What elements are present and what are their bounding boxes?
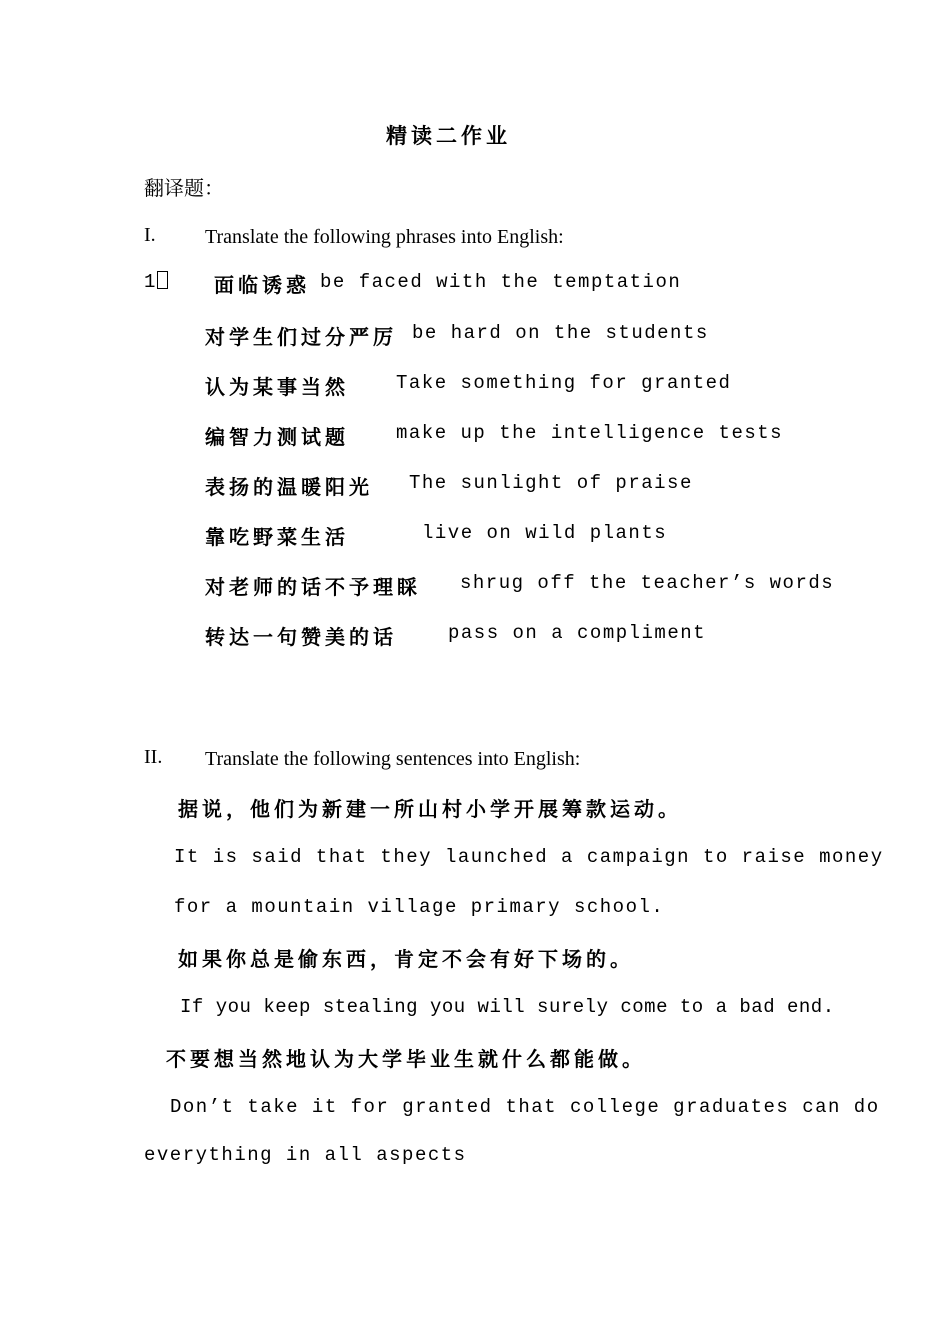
phrase-en: The sunlight of praise	[409, 472, 693, 494]
sentence-en: It is said that they launched a campaign to raise money	[174, 846, 884, 868]
phrase-en: Take something for granted	[396, 372, 732, 394]
phrase-en: make up the intelligence tests	[396, 422, 784, 444]
sentence-cn: 如果你总是偷东西，肯定不会有好下场的。	[178, 947, 634, 971]
sentence-cn: 据说，他们为新建一所山村小学开展筹款运动。	[178, 797, 682, 821]
phrase-en: pass on a compliment	[448, 622, 707, 644]
phrase-cn: 认为某事当然	[205, 375, 349, 399]
part1-instruction: Translate the following phrases into English:	[205, 226, 564, 248]
sentence-en: for a mountain village primary school.	[174, 896, 665, 918]
sentence-cn: 不要想当然地认为大学毕业生就什么都能做。	[166, 1047, 646, 1071]
missing-glyph-box	[157, 271, 168, 289]
section-label: 翻译题：	[144, 176, 224, 200]
page-title: 精读二作业	[386, 123, 511, 148]
phrase-en: live on wild plants	[422, 522, 668, 544]
phrase-en: be faced with the temptation	[320, 271, 682, 293]
phrase-cn: 对老师的话不予理睬	[205, 575, 421, 599]
phrase-cn: 表扬的温暖阳光	[205, 475, 373, 499]
part2-numeral: II.	[144, 746, 163, 768]
phrase-cn: 对学生们过分严厉	[205, 325, 397, 349]
phrase-en: shrug off the teacher’s words	[460, 572, 835, 594]
phrase-cn: 靠吃野菜生活	[205, 525, 349, 549]
sentence-en: If you keep stealing you will surely come to a bad end.	[180, 996, 835, 1018]
phrase-cn: 转达一句赞美的话	[205, 625, 397, 649]
phrase-cn: 编智力测试题	[205, 425, 349, 449]
part2-instruction: Translate the following sentences into English:	[205, 748, 581, 770]
part1-numeral: I.	[144, 224, 156, 246]
sentence-en: everything in all aspects	[144, 1144, 467, 1166]
phrase-en: be hard on the students	[412, 322, 709, 344]
sentence-en: Don’t take it for granted that college graduates can do	[170, 1096, 880, 1118]
item-number: 1	[144, 271, 168, 293]
phrase-cn: 面临诱惑	[214, 273, 310, 297]
